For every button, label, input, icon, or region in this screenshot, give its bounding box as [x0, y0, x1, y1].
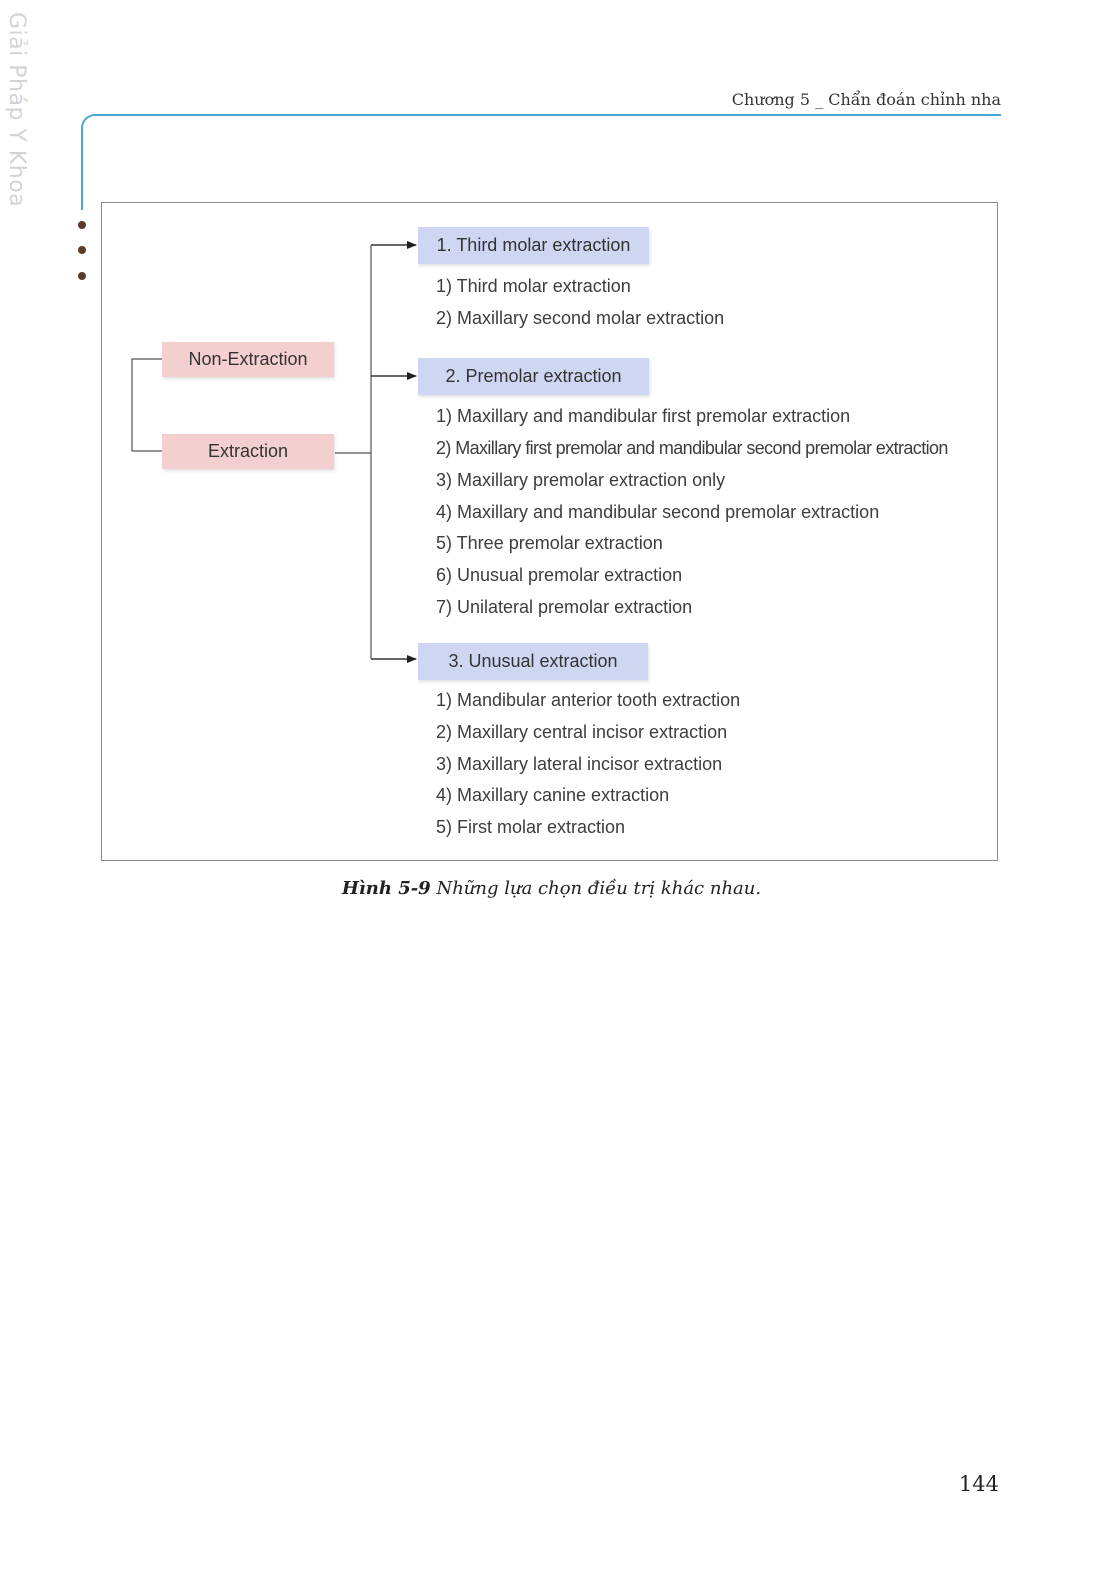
bullet-dot: [78, 221, 86, 229]
header-vertical-rule: [81, 130, 83, 210]
list-item: 2) Maxillary second molar extraction: [436, 308, 725, 328]
list-item: 1) Third molar extraction: [436, 276, 631, 296]
list-item: 5) First molar extraction: [436, 817, 626, 837]
chapter-title: Chương 5 _ Chẩn đoán chỉnh nha: [731, 90, 1001, 109]
watermark: Giải Pháp Y Khoa: [4, 12, 29, 208]
group-unusual-header: 3. Unusual extraction: [418, 643, 648, 680]
list-item: 3) Maxillary premolar extraction only: [436, 470, 726, 490]
non-extraction-node: Non-Extraction: [162, 342, 334, 377]
list-item: 1) Mandibular anterior tooth extraction: [436, 690, 741, 710]
figure-caption: [0, 878, 1103, 899]
header-rule: [96, 114, 1001, 116]
left-bracket-line: [132, 359, 162, 451]
group-premolar-header: 2. Premolar extraction: [418, 358, 649, 395]
page-number: 144: [958, 1472, 999, 1496]
list-item: 4) Maxillary canine extraction: [436, 785, 670, 805]
list-item: 2) Maxillary first premolar and mandibular second premolar extraction: [436, 438, 948, 458]
caption-text: Những lựa chọn điều trị khác nhau.: [430, 878, 762, 899]
group-third-molar-header: 1. Third molar extraction: [418, 227, 649, 264]
bullet-dot: [78, 246, 86, 254]
extraction-node: Extraction: [162, 434, 334, 469]
list-item: 2) Maxillary central incisor extraction: [436, 722, 728, 742]
caption-label: Hình 5-9: [341, 878, 431, 899]
list-item: 5) Three premolar extraction: [436, 533, 663, 553]
treatment-options-figure: [101, 202, 998, 861]
list-item: 3) Maxillary lateral incisor extraction: [436, 754, 723, 774]
header-corner-decoration: [81, 114, 98, 131]
list-item: 6) Unusual premolar extraction: [436, 565, 683, 585]
bullet-dot: [78, 272, 86, 280]
list-item: 1) Maxillary and mandibular first premolar extraction: [436, 406, 851, 426]
list-item: 7) Unilateral premolar extraction: [436, 597, 693, 617]
list-item: 4) Maxillary and mandibular second premolar extraction: [436, 502, 880, 522]
